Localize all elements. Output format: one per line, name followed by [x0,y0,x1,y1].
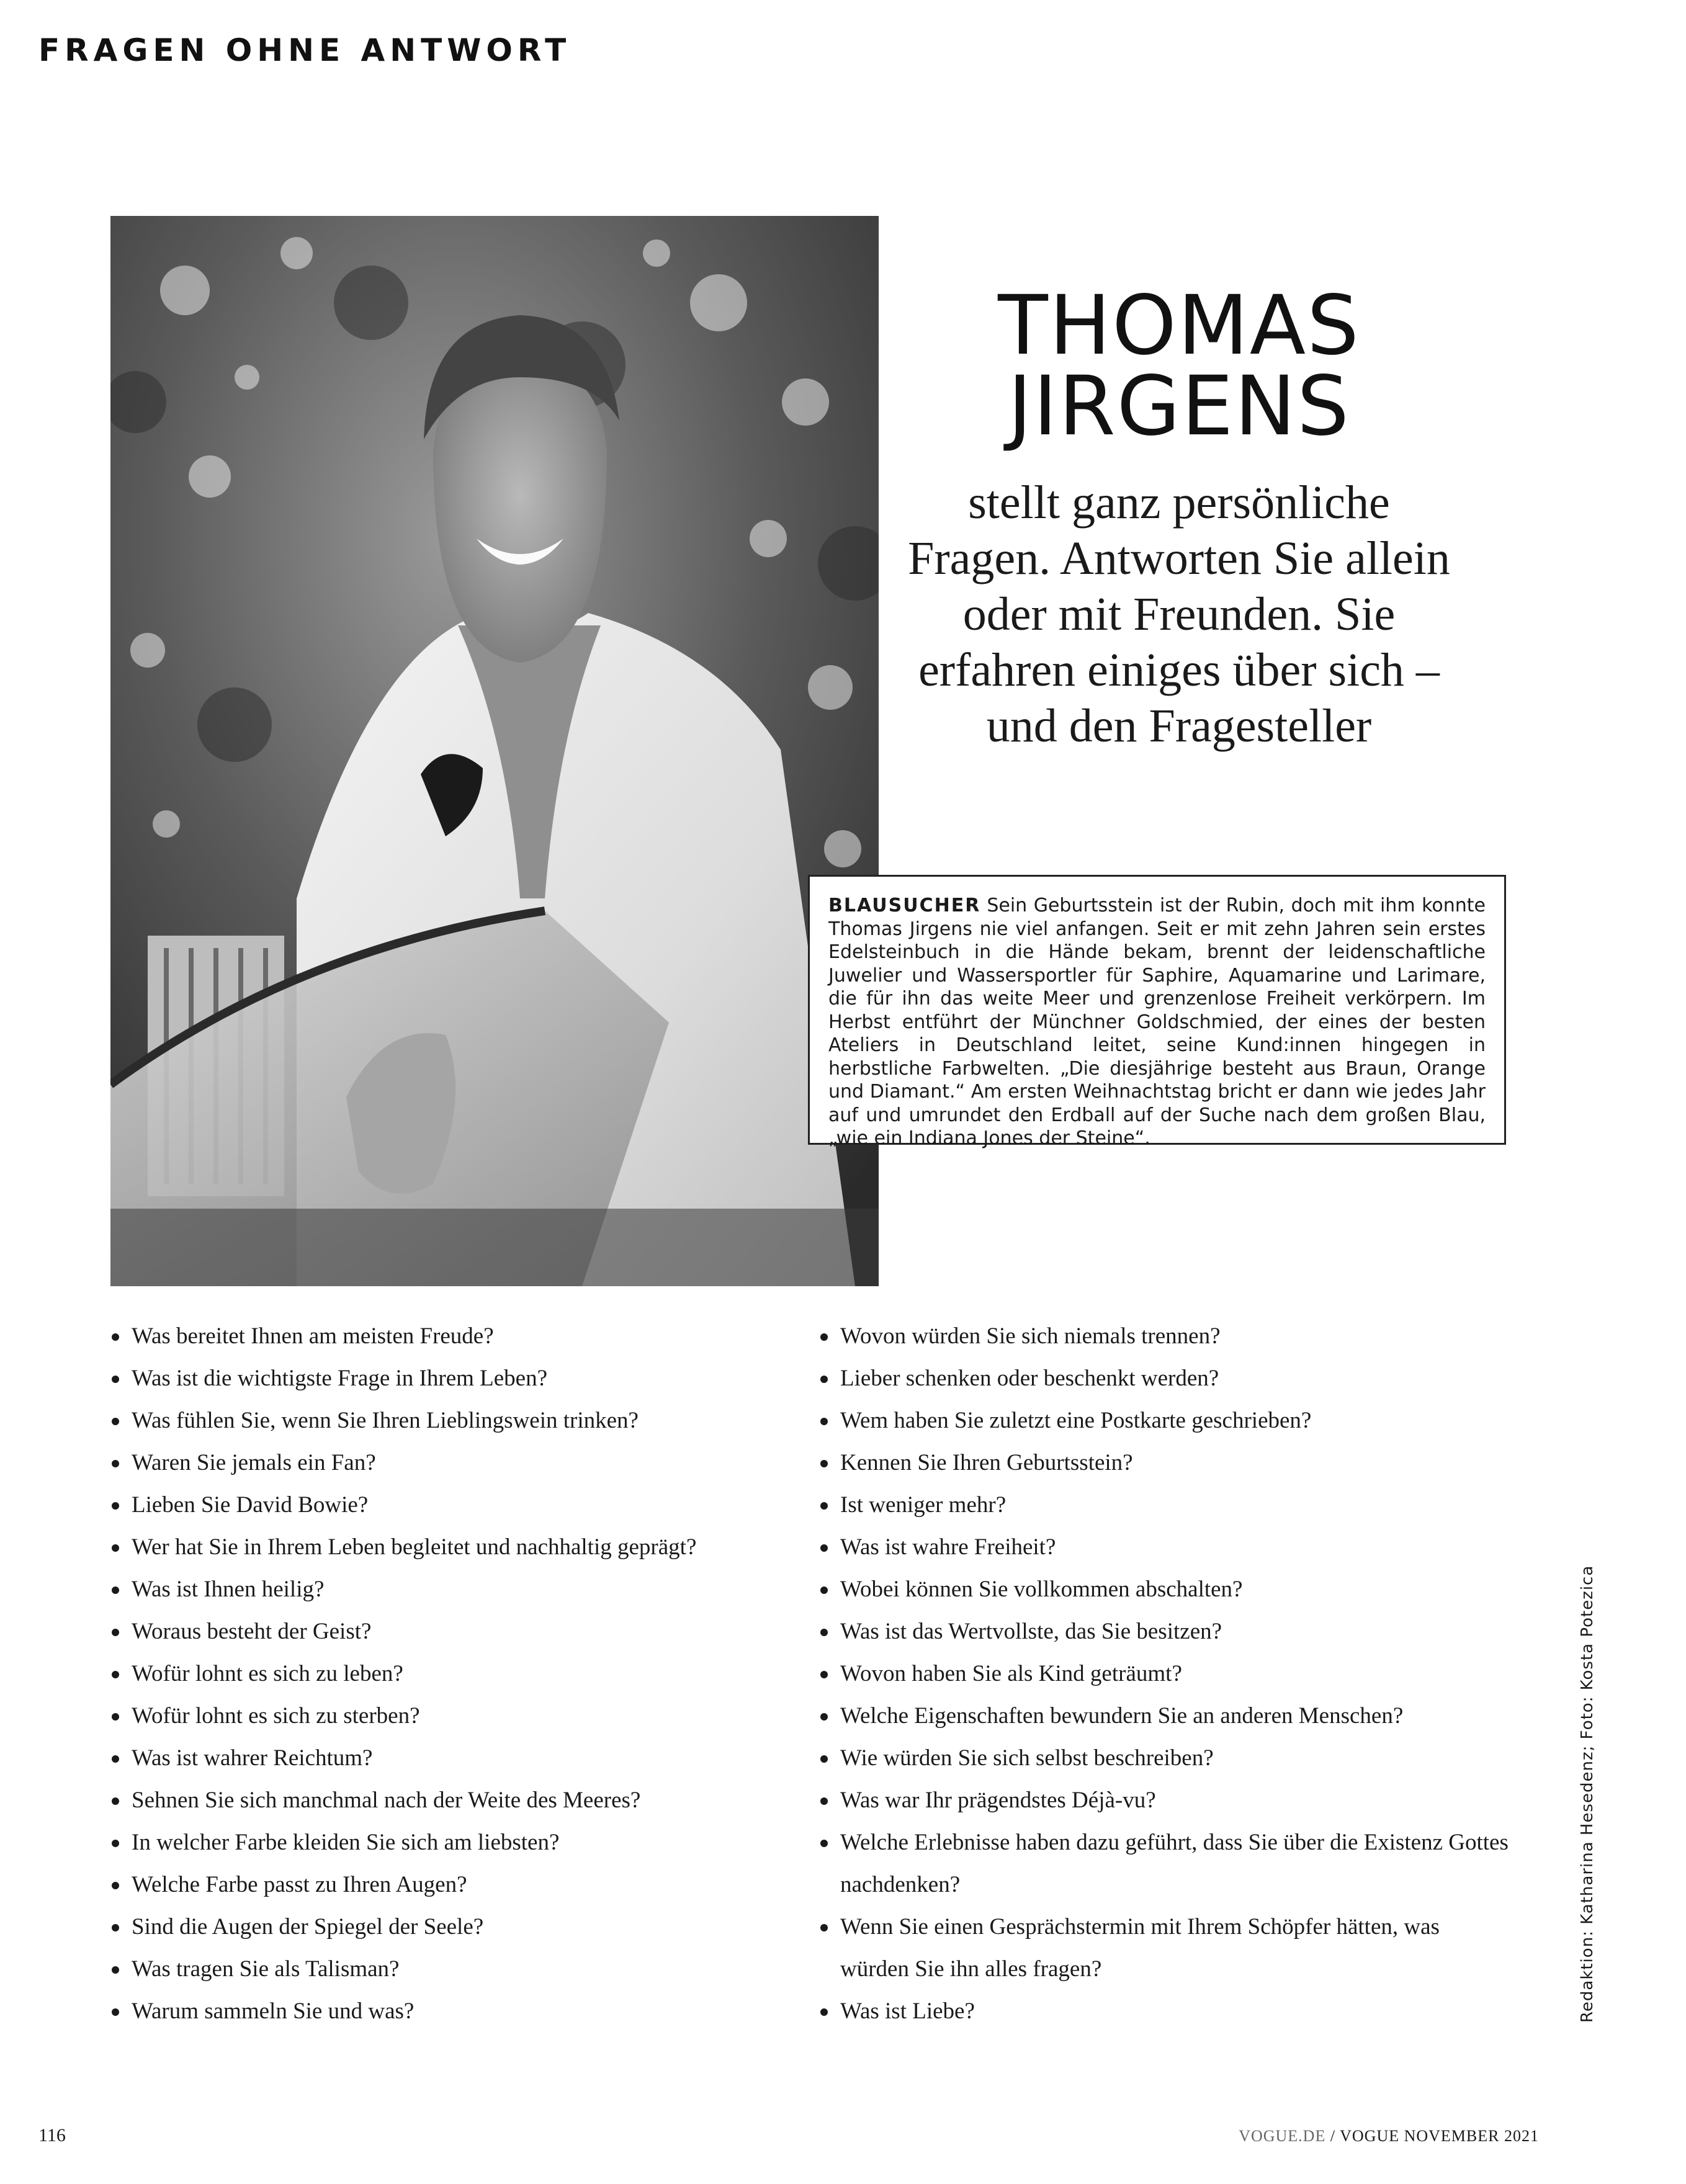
headline [900,278,1458,454]
question-item: Warum sammeln Sie und was? [110,1990,787,2033]
question-item: Was ist wahre Freiheit? [819,1526,1511,1569]
question-item: Was fühlen Sie, wenn Sie Ihren Lieblingswein trinken? [110,1400,787,1442]
question-item: Was bereitet Ihnen am meisten Freude? [110,1315,787,1358]
headline-line-2: JIRGENS [1008,359,1350,454]
question-item: Sind die Augen der Spiegel der Seele? [110,1906,787,1948]
footer-folio [1239,2127,1539,2146]
photo-credit-text: Redaktion: Katharina Hesedenz; Foto: Kosta Potezica [1578,1565,1597,2023]
question-item: Wovon würden Sie sich niemals trennen? [819,1315,1511,1358]
bio-infobox [808,875,1506,1149]
question-item: Wenn Sie einen Gesprächstermin mit Ihrem Schöpfer hätten, was würden Sie ihn alles fragen? [819,1906,1511,1990]
question-item: Was ist Ihnen heilig? [110,1569,787,1611]
question-item: Lieber schenken oder beschenkt werden? [819,1358,1511,1400]
intro-dek: stellt ganz persönliche Fragen. Antworten Sie allein oder mit Freunden. Sie erfahren einiges über sich – und den Fragesteller [908,477,1450,752]
question-item: Sehnen Sie sich manchmal nach der Weite des Meeres? [110,1779,787,1822]
question-item: Was ist wahrer Reichtum? [110,1737,787,1779]
question-item: Welche Erlebnisse haben dazu geführt, dass Sie über die Existenz Gottes nachdenken? [819,1822,1511,1906]
question-item: Welche Eigenschaften bewundern Sie an anderen Menschen? [819,1695,1511,1737]
question-item: Wem haben Sie zuletzt eine Postkarte geschrieben? [819,1400,1511,1442]
question-item: Lieben Sie David Bowie? [110,1484,787,1526]
question-item: Wofür lohnt es sich zu sterben? [110,1695,787,1737]
question-item: Kennen Sie Ihren Geburtsstein? [819,1442,1511,1484]
question-item: Wobei können Sie vollkommen abschalten? [819,1569,1511,1611]
question-item: Wofür lohnt es sich zu leben? [110,1653,787,1695]
question-item: Wovon haben Sie als Kind geträumt? [819,1653,1511,1695]
question-item: Wie würden Sie sich selbst beschreiben? [819,1737,1511,1779]
question-item: Ist weniger mehr? [819,1484,1511,1526]
footer-issue: VOGUE NOVEMBER 2021 [1340,2127,1539,2145]
footer-site: VOGUE.DE [1239,2127,1326,2145]
questions-left-column [110,1315,787,2033]
headline-line-1: THOMAS [998,278,1360,374]
infobox-text: Sein Geburtsstein ist der Rubin, doch mit ihm konnte Thomas Jirgens nie viel anfangen. Seit er mit zehn Jahren sein erstes Edelsteinbuch in die Hände bekam, brennt der leidenschaftliche Juwelier und Wassersportler für Saphire, Aquamarine und Larimare, die für ihn das weite Meer und grenzenlose Freiheit verkörpern. Im Herbst entführt der Münchner Goldschmied, der eines der besten Ateliers in Deutschland leitet, seine Kund:innen hingegen in herbstliche Farbwelten. „Die diesjährige besteht aus Braun, Orange und Diamant.“ Am ersten Weihnachtstag bricht er dann wie jedes Jahr auf und umrundet den Erdball auf der Suche nach dem großen Blau, „wie ein Indiana Jones der Steine“. [828,895,1486,1149]
footer-separator: / [1325,2127,1340,2145]
question-item: Wer hat Sie in Ihrem Leben begleitet und nachhaltig geprägt? [110,1526,787,1569]
question-item: Waren Sie jemals ein Fan? [110,1442,787,1484]
question-item: Was tragen Sie als Talisman? [110,1948,787,1990]
section-label: FRAGEN OHNE ANTWORT [38,32,572,68]
questions-right-column [819,1315,1511,2033]
page-number: 116 [38,2125,66,2146]
infobox-kicker: BLAUSUCHER [828,895,981,916]
question-item: Was ist Liebe? [819,1990,1511,2033]
question-item: Was ist das Wertvollste, das Sie besitzen? [819,1611,1511,1653]
question-item: Was war Ihr prägendstes Déjà-vu? [819,1779,1511,1822]
question-item: Welche Farbe passt zu Ihren Augen? [110,1864,787,1906]
question-item: Woraus besteht der Geist? [110,1611,787,1653]
question-item: Was ist die wichtigste Frage in Ihrem Leben? [110,1358,787,1400]
photo-credit [1573,1565,1602,2023]
question-item: In welcher Farbe kleiden Sie sich am liebsten? [110,1822,787,1864]
portrait-photo [110,216,879,1286]
